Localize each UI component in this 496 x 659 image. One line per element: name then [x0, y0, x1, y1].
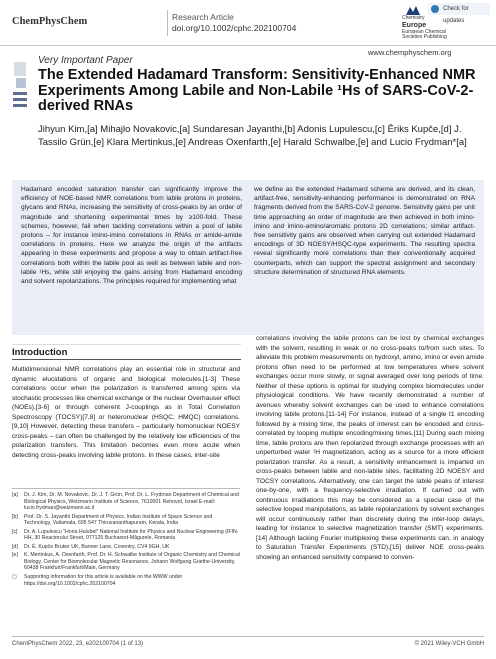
supporting-info-text: Supporting information for this article is available on the WWW under https://doi.org/10.1002/cphc.202100704 — [24, 574, 183, 587]
affiliation-item — [12, 552, 240, 572]
abstract-box — [12, 180, 484, 335]
affiliation-text: Prof. Dr. S. Jayanthi Department of Physics, Indian Institute of Space Science and Technology, Valiamala, 695 547 Thiruvananthapuram, Kerala, India — [24, 513, 213, 527]
author-list: Jihyun Kim,[a] Mihajlo Novakovic,[a] Sundaresan Jayanthi,[b] Adonis Lupulescu,[c] Ēriks Kupče,[d] J. Tassilo Grün,[e] Klara Mertinkus,[e] Andreas Oxenfarth,[e] Harald Schwalbe,[e] and Lucio Frydman*[a] — [38, 124, 467, 148]
check-for-updates-button[interactable] — [428, 3, 490, 24]
supporting-info-icon: ▢ — [12, 574, 17, 581]
section-heading — [12, 344, 241, 360]
affiliation-tag: [d] — [12, 543, 18, 550]
header-divider — [167, 10, 168, 36]
affiliation-tag: [a] — [12, 492, 18, 498]
affiliation-divider — [12, 488, 240, 489]
publisher-line: Chemistry — [402, 15, 425, 21]
affiliation-tag: [b] — [12, 513, 18, 520]
article-type: Research Article — [172, 12, 234, 22]
section-marker-icon — [12, 62, 30, 118]
article-title: The Extended Hadamard Transform: Sensitivity-Enhanced NMR Experiments Among Labile and Non-Labile ¹Hs of SARS-CoV-2-derived RNAs — [38, 67, 476, 114]
affiliation-text: Dr. Ē. Kupče Bruker UK, Banner Lane, Coventry, CV4 9GH, UK — [24, 543, 170, 550]
publisher-logo — [402, 16, 482, 41]
publisher-line: Europe — [402, 21, 427, 29]
introduction-heading: Introduction — [12, 347, 68, 358]
affiliation-item — [12, 529, 240, 542]
footer-copyright: © 2021 Wiley-VCH GmbH — [414, 641, 484, 647]
publisher-line: Societies Publishing — [402, 34, 447, 41]
supporting-info-note[interactable] — [12, 574, 240, 587]
footer-citation: ChemPhysChem 2022, 23, e202100704 (1 of 13) — [12, 641, 144, 647]
affiliation-text: Dr. J. Kim, Dr. M. Novakovic, Dr. J. T. Grün, Prof. Dr. L. Frydman Department of Chemical and Biological Physics, Weizmann Institute of Science, 7610001 Rehovot, Israel E-mail: lucio.frydman@weizmann.ac.il — [24, 492, 239, 512]
abstract-column-left: Hadamard encoded saturation transfer can significantly improve the efficiency of NOE-based NMR correlations from labile protons in proteins, glycans and RNAs, increasing the sensitivity of cross-peaks by an order of magnitude and shortening experimental times by ≥100-fold. These schemes, however, fail when tackling correlations within a pool of labile protons – for instance imino-imino correlations in RNAs or amide-amide correlations in proteins. Here we analyze the origin of the artifacts appearing in these experiments and propose a way to obtain artifact-free correlations both within the labile pool as well as between labile and non-labile ¹Hs, while still enjoying the gains arising from Hadamard encoding and solvent repolarizations. The principles required for implementing what — [21, 186, 242, 285]
abstract-column-right: we define as the extended Hadamard scheme are derived, and its clean, artifact-free, sensitivity-enhancing performance is demonstrated on RNA fragments derived from the SARS-CoV-2 genome. Sensitivity gains per unit time approaching an order of magnitude are then achieved in both imino-imino and imino-amino/aromatic protons 2D correlations; similar artifact-free sensitivity gains are observed when carrying out extended Hadamard encodings of 3D NOESY/HSQC-type experiments. The resulting spectra reveal significantly more correlations than their conventionally acquired counterparts, which can support the spectral assignment and secondary structure determination of structured RNA elements. — [254, 186, 475, 276]
section-label: Very Important Paper — [38, 55, 133, 66]
body-column-left: Multidimensional NMR correlations play an essential role in structural and dynamic elucidations of organic and biological molecules.[1-3] These correlations occur when the polarization is transferred among spins via stochastic processes like chemical exchange or the nuclear Overhauser effect (NOEs),[3-6] or through coherent J-couplings as in Total Correlation Spectroscopy (TOCSY)[7,8] or heteronuclear (HSQC, HMQC) correlations.[9,10] However, detecting these transfers – particularly homonuclear NOESY cross-peaks – can often be challenged by the relatively low efficiencies of the polarization transfers. This limitation becomes even more acute when detecting cross-peaks involving labile protons. In these cases, inter-site — [12, 366, 240, 459]
publisher-line: European Chemical — [402, 28, 446, 35]
affiliation-item — [12, 544, 240, 551]
page-footer — [12, 636, 484, 652]
doi-link[interactable]: doi.org/10.1002/cphc.202100704 — [172, 23, 297, 33]
journal-website-link[interactable]: www.chemphyschem.org — [368, 48, 452, 57]
journal-name: ChemPhysChem — [12, 16, 88, 27]
affiliation-tag: [e] — [12, 552, 18, 559]
affiliation-item — [12, 514, 240, 527]
affiliation-item — [12, 492, 240, 512]
affiliation-tag: [c] — [12, 528, 18, 535]
check-updates-label: Check for updates — [443, 6, 469, 24]
page-header — [0, 0, 496, 46]
body-column-right: correlations involving the labile protons can be lost by chemical exchanges with the solvent, resulting in weak or no cross-peaks to/from such sites. To alleviate this problem measurements on hydroxyl, amino, imino or even amide protons often need to be performed at low temperatures where solvent exchanges occur more slowly, or signal averaged over long periods of time. Neither of these options is optimal for studying complex biomolecules under physiological conditions. We have recently demonstrated a number of avenues whereby solvent exchanges can be used to enhance correlations involving labile protons.[11-14] For instance, instead of a single t1 encoding followed by a mixing time, the peaks of interest can be encoded and cross-correlated by looping multiple encoding/mixing times.[11] During each mixing time, labile protons are then repolarized through exchange processes with an unperturbed water ¹H magnetization, acting as a source for a more efficient polarization transfer. As a result, a sensitivity enhancement is imparted on cross-peaks between labile and non-labile sites, facilitating 2D NOESY and TOCSY correlations. Alternatively, one can target the labile peaks of interest one-by-one, with a frequency-selective irradiation. If carried out with continuous irradiations this may be considered as a special case of the selective looped manipulations, as labile repolarizations by solvent exchanges will occur continuously rather than discretely during the inter-loop delays, leading for instance to selective magnetization transfer (SMT) experiments.[14] Although lacking Fourier multiplexing these experiments can, in analogy to Saturation Transfer Experiments (STD),[15] deliver NOE cross-peaks showing an enhanced sensitivity compared to conven- — [256, 335, 484, 561]
affiliation-text: K. Mertinkus, A. Oxenfarth, Prof. Dr. H. Schwalbe Institute of Organic Chemistry and Chemical Biology, Center for Biomolecular Magnetic Resonance, Johann Wolfgang Goethe-University, 60438 Frankfurt/Frankfurt/Main, Germany — [24, 552, 240, 572]
update-badge-icon — [431, 5, 439, 13]
affiliation-text: Dr. A. Lupulescu "Horia Hulubei" National Institute for Physics and Nuclear Engineering (IFIN-HH, 30 Reactorului Street, 077125 Bucharest-Măgurele, Romania — [24, 528, 239, 542]
affiliations — [12, 492, 240, 587]
